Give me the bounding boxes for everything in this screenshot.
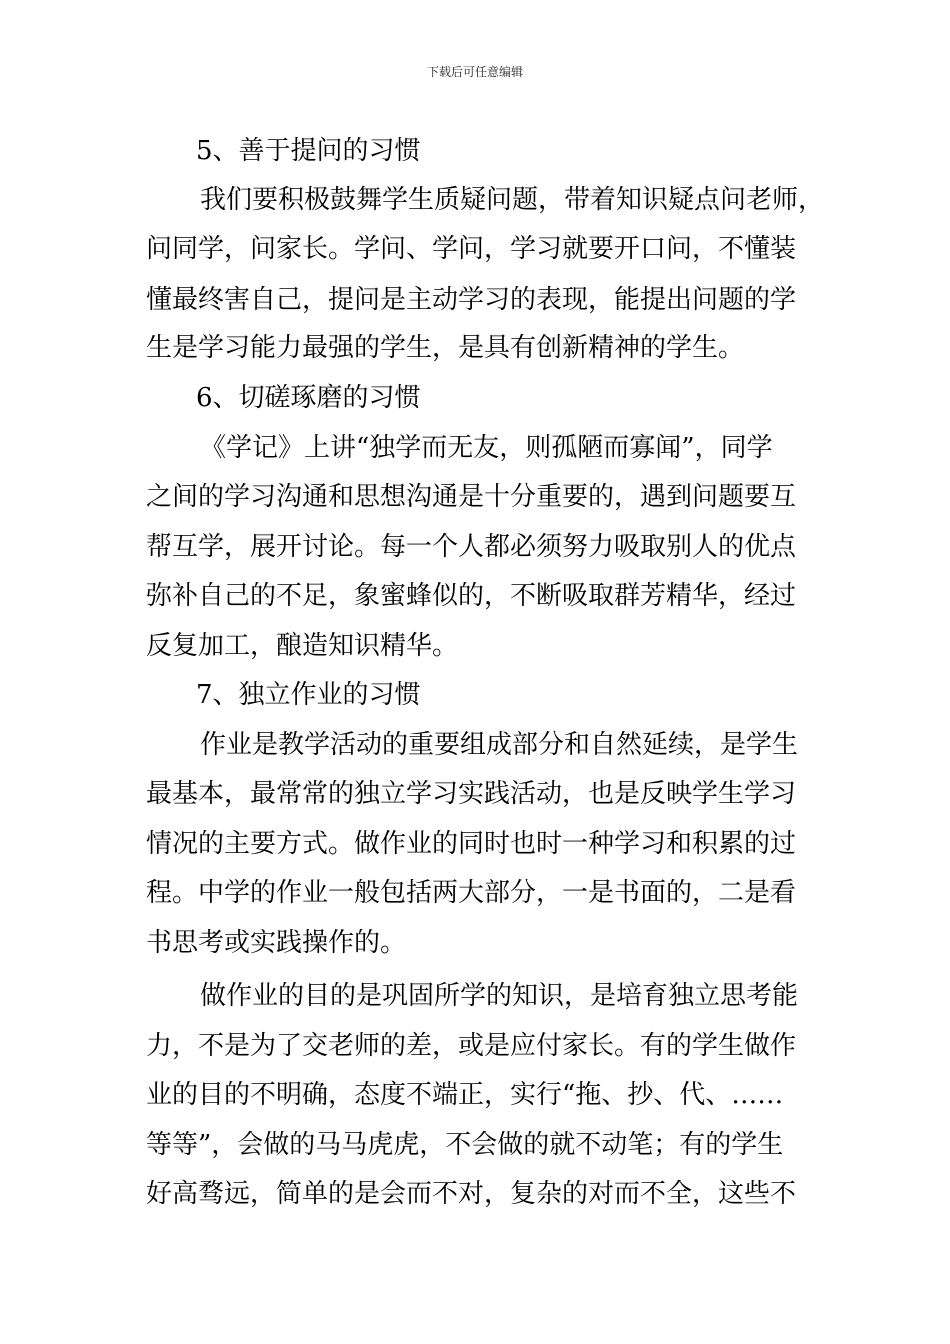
- paragraph-line: 书思考或实践操作的。: [146, 928, 407, 958]
- page-header: 下载后可任意编辑: [426, 65, 523, 79]
- paragraph-line: 我们要积极鼓舞学生质疑问题，带着知识疑点问老师，: [200, 185, 825, 215]
- paragraph-line: 等等”，会做的马马虎虎，不会做的就不动笔；有的学生: [146, 1130, 784, 1160]
- section-heading-6: 6、切磋琢磨的习惯: [196, 383, 421, 413]
- paragraph-line: 力，不是为了交老师的差，或是应付家长。有的学生做作: [146, 1031, 797, 1061]
- paragraph-line: 帮互学，展开讨论。每一个人都必须努力吸取别人的优点: [146, 532, 797, 562]
- paragraph-line: 之间的学习沟通和思想沟通是十分重要的，遇到问题要互: [146, 482, 797, 512]
- paragraph-line: 问同学，问家长。学问、学问，学习就要开口问，不懂装: [146, 234, 797, 264]
- paragraph-line: 好高骛远，简单的是会而不对，复杂的对而不全，这些不: [146, 1179, 797, 1209]
- paragraph-line: 程。中学的作业一般包括两大部分，一是书面的，二是看: [146, 878, 797, 908]
- paragraph-line: 弥补自己的不足，象蜜蜂似的，不断吸取群芳精华，经过: [146, 581, 797, 611]
- paragraph-line: 最基本，最常常的独立学习实践活动，也是反映学生学习: [146, 779, 797, 809]
- paragraph-line: 反复加工，酿造知识精华。: [146, 631, 459, 661]
- paragraph-line: 生是学习能力最强的学生，是具有创新精神的学生。: [146, 333, 745, 363]
- paragraph-line: 做作业的目的是巩固所学的知识，是培育独立思考能: [200, 981, 799, 1011]
- paragraph-line: 作业是教学活动的重要组成部分和自然延续，是学生: [200, 730, 799, 760]
- section-heading-5: 5、善于提问的习惯: [196, 136, 421, 166]
- paragraph-line: 业的目的不明确，态度不端正，实行“拖、抄、代、……: [146, 1080, 784, 1110]
- paragraph-line: 懂最终害自己，提问是主动学习的表现，能提出问题的学: [146, 285, 797, 315]
- section-heading-7: 7、独立作业的习惯: [196, 680, 421, 710]
- paragraph-line: 《学记》上讲“独学而无友，则孤陋而寡闻”，同学: [200, 433, 773, 463]
- paragraph-line: 情况的主要方式。做作业的同时也时一种学习和积累的过: [146, 829, 797, 859]
